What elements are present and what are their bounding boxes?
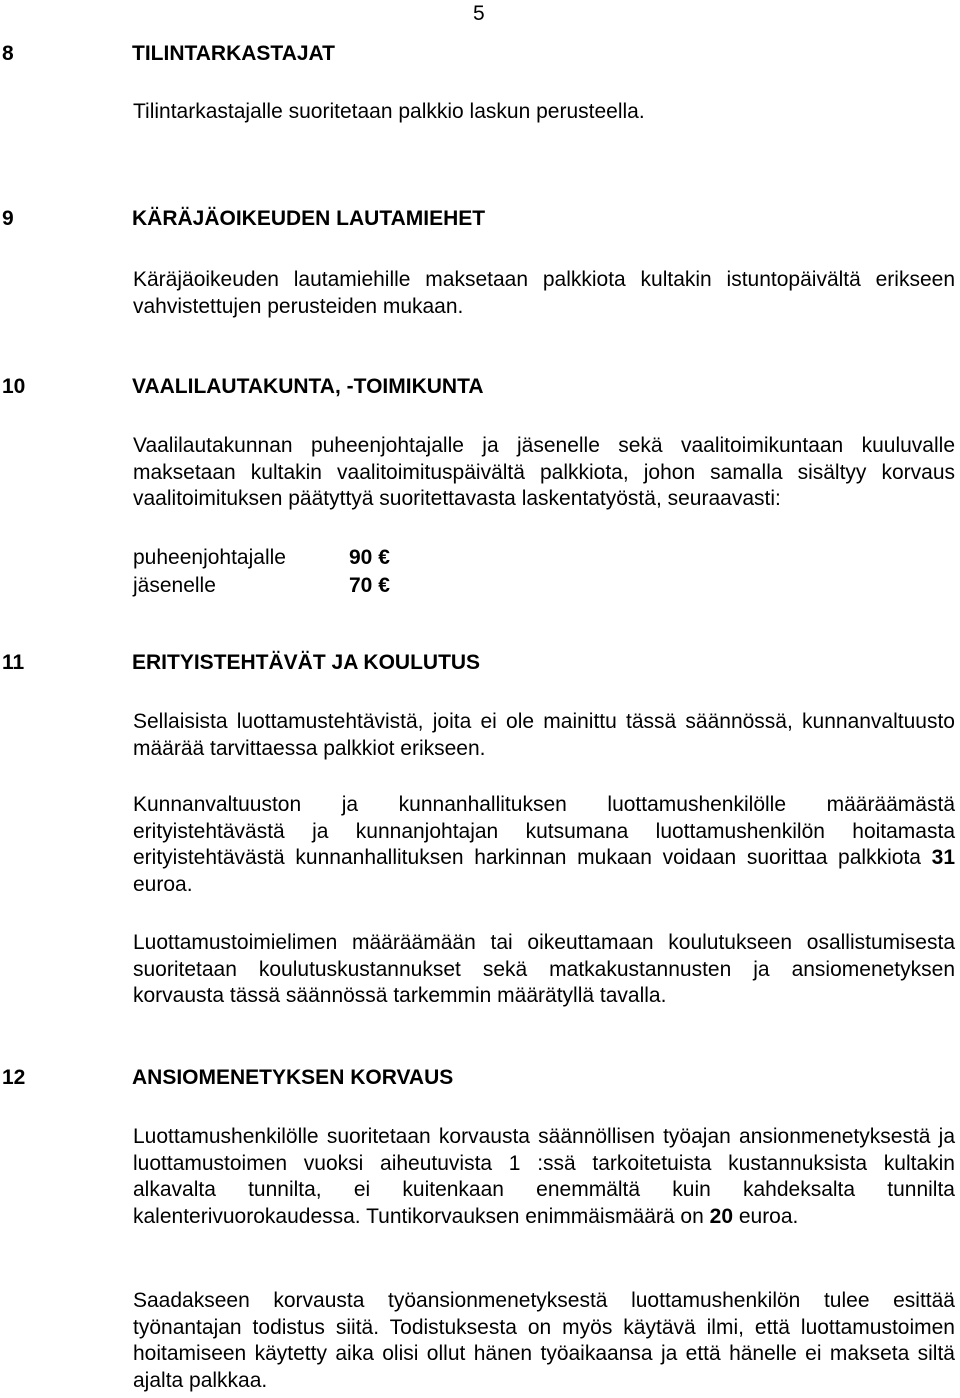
section-11-paragraph-3: Luottamustoimielimen määräämään tai oikeuttamaan koulutukseen osallistumisesta suoritetaan koulutuskustannukset sekä matkakustannusten ja ansiomenetyksen korvausta tässä säännössä tarkemmin määrätyllä tavalla. (133, 931, 955, 1008)
fee-label: jäsenelle (133, 574, 216, 597)
fee-row (133, 544, 390, 572)
amount: 31 (931, 846, 955, 870)
section-number: 10 (2, 375, 26, 398)
page-number: 5 (473, 2, 485, 25)
section-title: TILINTARKASTAJAT (132, 42, 335, 65)
text-run: euroa. (133, 872, 193, 896)
text-run: euroa. (733, 1204, 799, 1228)
fee-value: 70 € (349, 574, 390, 597)
fee-value: 90 € (349, 546, 390, 569)
section-title: ERITYISTEHTÄVÄT JA KOULUTUS (132, 651, 481, 674)
section-number: 12 (2, 1066, 26, 1089)
text-run: :ssä tarkoitetuista kustannuksista kultakin alkavalta tunnilta, ei kuitenkaan enemmältä kuin kahdeksalta tunnilta kalenterivuorokaudessa. Tuntikorvauksen enimmäismäärä on (133, 1151, 955, 1228)
section-11-paragraph-1: Sellaisista luottamustehtävistä, joita ei ole mainittu tässä säännössä, kunnanvaltuusto määrää tarvittaessa palkkiot erikseen. (133, 710, 955, 760)
section-8-paragraph: Tilintarkastajalle suoritetaan palkkio laskun perusteella. (133, 100, 645, 123)
section-title: ANSIOMENETYKSEN KORVAUS (132, 1066, 454, 1089)
fee-row (133, 572, 390, 600)
text-run: Luottamushenkilölle suoritetaan korvausta säännöllisen työajan ansionmenetyksestä ja luottamustoimen vuoksi aiheutuvista 1 (133, 1125, 955, 1175)
section-10-paragraph: Vaalilautakunnan puheenjohtajalle ja jäsenelle sekä vaalitoimikuntaan kuuluvalle maksetaan kultakin vaalitoimituspäivältä palkkiota, johon samalla sisältyy korvaus vaalitoimituksen päätyttyä suoritettavasta laskentatyöstä, seuraavasti: (133, 434, 955, 511)
section-12-paragraph-1 (133, 1124, 955, 1230)
section-title: KÄRÄJÄOIKEUDEN LAUTAMIEHET (132, 207, 486, 230)
text-run: Kunnanvaltuuston ja kunnanhallituksen luottamushenkilölle määräämästä erityistehtävästä ja kunnanjohtajan kutsumana luottamushenkilön hoitamasta erityistehtävästä kunnanhallituksen harkinnan mukaan voidaan suorittaa palkkiota (133, 793, 955, 870)
amount: 20 (709, 1204, 733, 1228)
fee-label: puheenjohtajalle (133, 546, 286, 569)
section-9-paragraph: Käräjäoikeuden lautamiehille maksetaan palkkiota kultakin istuntopäivältä erikseen vahvistettujen perusteiden mukaan. (133, 268, 955, 318)
section-title: VAALILAUTAKUNTA, -TOIMIKUNTA (132, 375, 484, 398)
section-number: 9 (2, 207, 14, 230)
section-number: 8 (2, 42, 14, 65)
section-11-paragraph-2 (133, 792, 955, 898)
section-12-paragraph-2: Saadakseen korvausta työansionmenetyksestä luottamushenkilön tulee esittää työnantajan todistus siitä. Todistuksesta on myös käytävä ilmi, että luottamustoimen hoitamiseen käytetty aika olisi ollut hänen työaikaansa ja että hänelle ei makseta siltä ajalta palkkaa. (133, 1289, 955, 1392)
section-number: 11 (2, 651, 25, 674)
